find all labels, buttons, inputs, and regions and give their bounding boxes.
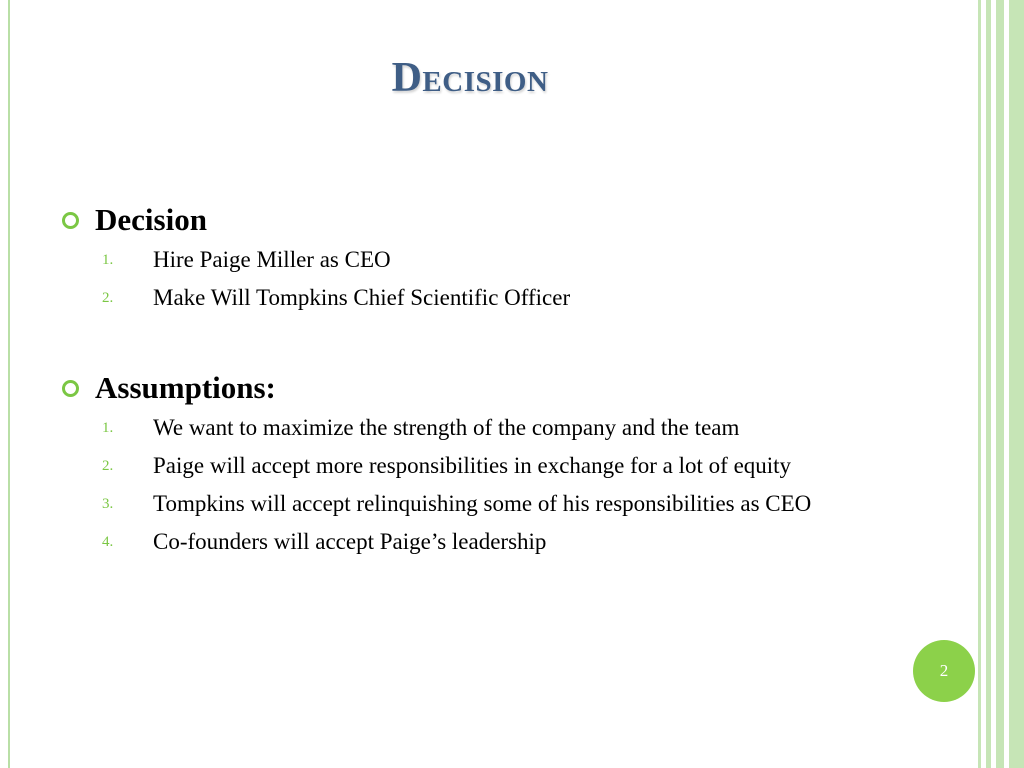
ring-bullet-icon (62, 380, 79, 397)
section-assumptions (60, 366, 920, 558)
section-heading-text: Assumptions: (95, 370, 276, 405)
numbered-list (60, 412, 920, 558)
list-number: 1. (102, 252, 114, 268)
list-number: 2. (102, 458, 114, 474)
ring-bullet-icon (62, 212, 79, 229)
list-item (60, 282, 920, 314)
section-heading (60, 198, 920, 242)
right-stripe-decoration (996, 0, 1004, 768)
page-number-badge (913, 640, 975, 702)
list-item (60, 450, 920, 482)
section-heading (60, 366, 920, 410)
right-stripe-decoration (1009, 0, 1024, 768)
list-item (60, 526, 920, 558)
section-spacer (60, 334, 920, 366)
right-stripe-decoration (986, 0, 991, 768)
list-item-text: Tompkins will accept relinquishing some of his responsibilities as CEO (153, 491, 812, 516)
slide-content (60, 198, 920, 578)
numbered-list (60, 244, 920, 314)
section-heading-text: Decision (95, 202, 207, 237)
slide-title: Decision (391, 55, 549, 101)
page-number: 2 (939, 661, 949, 680)
list-item (60, 412, 920, 444)
left-border-decoration (8, 0, 10, 768)
list-item-text: We want to maximize the strength of the company and the team (153, 415, 740, 440)
list-number: 1. (102, 420, 114, 436)
list-number: 2. (102, 290, 114, 306)
list-item-text: Make Will Tompkins Chief Scientific Officer (153, 285, 571, 310)
list-number: 3. (102, 496, 114, 512)
section-decision (60, 198, 920, 314)
list-item-text: Paige will accept more responsibilities in exchange for a lot of equity (153, 453, 792, 478)
list-item (60, 244, 920, 276)
list-item (60, 488, 920, 520)
list-item-text: Hire Paige Miller as CEO (153, 247, 391, 272)
list-number: 4. (102, 534, 114, 550)
list-item-text: Co-founders will accept Paige’s leadership (153, 529, 547, 554)
right-stripe-decoration (978, 0, 981, 768)
